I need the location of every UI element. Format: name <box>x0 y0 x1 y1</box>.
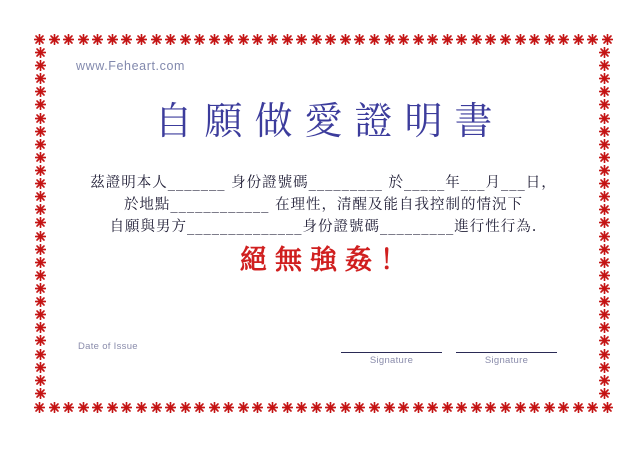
asterisk-icon <box>34 34 45 45</box>
date-of-issue-label: Date of Issue <box>78 341 138 352</box>
asterisk-icon <box>267 34 278 45</box>
asterisk-icon <box>325 34 336 45</box>
slogan-text: 絕無強姦！ <box>240 245 415 276</box>
asterisk-icon <box>238 34 249 45</box>
asterisk-icon <box>35 388 46 399</box>
asterisk-icon <box>49 34 60 45</box>
asterisk-icon <box>599 47 610 58</box>
asterisk-icon <box>49 402 60 413</box>
asterisk-icon <box>107 402 118 413</box>
certificate-body <box>35 172 612 238</box>
signature-block-1 <box>341 344 442 366</box>
asterisk-icon <box>354 402 365 413</box>
asterisk-icon <box>78 34 89 45</box>
certificate-line-1: 茲證明本人_______ 身份證號碼_________ 於_____年___月___日， <box>90 175 557 191</box>
asterisk-icon <box>485 402 496 413</box>
asterisk-icon <box>354 34 365 45</box>
asterisk-icon <box>340 34 351 45</box>
asterisk-icon <box>413 402 424 413</box>
signature-label-1: Signature <box>369 355 414 366</box>
asterisk-icon <box>573 402 584 413</box>
asterisk-icon <box>599 349 610 360</box>
asterisk-icon <box>599 388 610 399</box>
asterisk-icon <box>165 402 176 413</box>
asterisk-icon <box>223 34 234 45</box>
asterisk-icon <box>485 34 496 45</box>
asterisk-icon <box>340 402 351 413</box>
asterisk-icon <box>35 283 46 294</box>
asterisk-icon <box>35 375 46 386</box>
asterisk-icon <box>558 34 569 45</box>
asterisk-icon <box>63 402 74 413</box>
asterisk-icon <box>369 402 380 413</box>
asterisk-icon <box>602 402 613 413</box>
asterisk-icon <box>121 34 132 45</box>
asterisk-icon <box>544 402 555 413</box>
asterisk-icon <box>413 34 424 45</box>
asterisk-icon <box>136 34 147 45</box>
asterisk-icon <box>121 402 132 413</box>
asterisk-icon <box>599 152 610 163</box>
asterisk-icon <box>107 34 118 45</box>
signature-line-2 <box>456 344 557 353</box>
asterisk-icon <box>384 402 395 413</box>
asterisk-icon <box>165 34 176 45</box>
asterisk-icon <box>311 34 322 45</box>
asterisk-icon <box>311 402 322 413</box>
asterisk-icon <box>515 402 526 413</box>
asterisk-icon <box>194 402 205 413</box>
asterisk-icon <box>529 402 540 413</box>
asterisk-icon <box>442 34 453 45</box>
asterisk-icon <box>194 34 205 45</box>
asterisk-icon <box>151 34 162 45</box>
certificate-line-2: 於地點____________ 在理性，清醒及能自我控制的情況下 <box>123 197 524 213</box>
asterisk-icon <box>35 73 46 84</box>
asterisk-icon <box>209 34 220 45</box>
asterisk-icon <box>500 402 511 413</box>
asterisk-icon <box>92 402 103 413</box>
asterisk-icon <box>599 362 610 373</box>
certificate-line-3: 自願與男方______________身份證號碼_________進行性行為. <box>109 219 538 235</box>
asterisk-icon <box>599 322 610 333</box>
asterisk-icon <box>325 402 336 413</box>
signature-block-2 <box>456 344 557 366</box>
asterisk-icon <box>599 335 610 346</box>
border-top <box>34 32 613 46</box>
asterisk-icon <box>602 34 613 45</box>
asterisk-icon <box>599 309 610 320</box>
asterisk-icon <box>599 60 610 71</box>
asterisk-icon <box>78 402 89 413</box>
signature-label-2: Signature <box>484 355 529 366</box>
asterisk-icon <box>398 34 409 45</box>
asterisk-icon <box>599 296 610 307</box>
asterisk-icon <box>151 402 162 413</box>
asterisk-icon <box>267 402 278 413</box>
asterisk-icon <box>427 402 438 413</box>
asterisk-icon <box>35 152 46 163</box>
asterisk-icon <box>599 375 610 386</box>
asterisk-icon <box>223 402 234 413</box>
asterisk-icon <box>398 402 409 413</box>
asterisk-icon <box>599 73 610 84</box>
asterisk-icon <box>252 34 263 45</box>
asterisk-icon <box>63 34 74 45</box>
asterisk-icon <box>92 34 103 45</box>
asterisk-icon <box>456 402 467 413</box>
asterisk-icon <box>500 34 511 45</box>
asterisk-icon <box>296 402 307 413</box>
asterisk-icon <box>599 283 610 294</box>
asterisk-icon <box>180 34 191 45</box>
signature-area <box>341 344 557 366</box>
asterisk-icon <box>34 402 45 413</box>
asterisk-icon <box>369 34 380 45</box>
asterisk-icon <box>456 34 467 45</box>
asterisk-icon <box>35 47 46 58</box>
asterisk-icon <box>529 34 540 45</box>
asterisk-icon <box>573 34 584 45</box>
asterisk-icon <box>35 309 46 320</box>
asterisk-icon <box>471 34 482 45</box>
asterisk-icon <box>558 402 569 413</box>
border-bottom <box>34 400 613 414</box>
asterisk-icon <box>35 362 46 373</box>
asterisk-icon <box>209 402 220 413</box>
asterisk-icon <box>35 296 46 307</box>
asterisk-icon <box>427 34 438 45</box>
asterisk-icon <box>282 402 293 413</box>
asterisk-icon <box>587 34 598 45</box>
asterisk-icon <box>587 402 598 413</box>
asterisk-icon <box>544 34 555 45</box>
asterisk-icon <box>515 34 526 45</box>
asterisk-icon <box>136 402 147 413</box>
asterisk-icon <box>282 34 293 45</box>
asterisk-icon <box>180 402 191 413</box>
certificate-title: 自願做愛證明書 <box>154 99 505 143</box>
asterisk-icon <box>252 402 263 413</box>
asterisk-icon <box>471 402 482 413</box>
asterisk-icon <box>238 402 249 413</box>
asterisk-icon <box>442 402 453 413</box>
asterisk-icon <box>384 34 395 45</box>
asterisk-icon <box>296 34 307 45</box>
asterisk-icon <box>35 322 46 333</box>
asterisk-icon <box>35 349 46 360</box>
asterisk-icon <box>35 335 46 346</box>
signature-line-1 <box>341 344 442 353</box>
asterisk-icon <box>35 60 46 71</box>
watermark-url: www.Feheart.com <box>76 59 186 73</box>
